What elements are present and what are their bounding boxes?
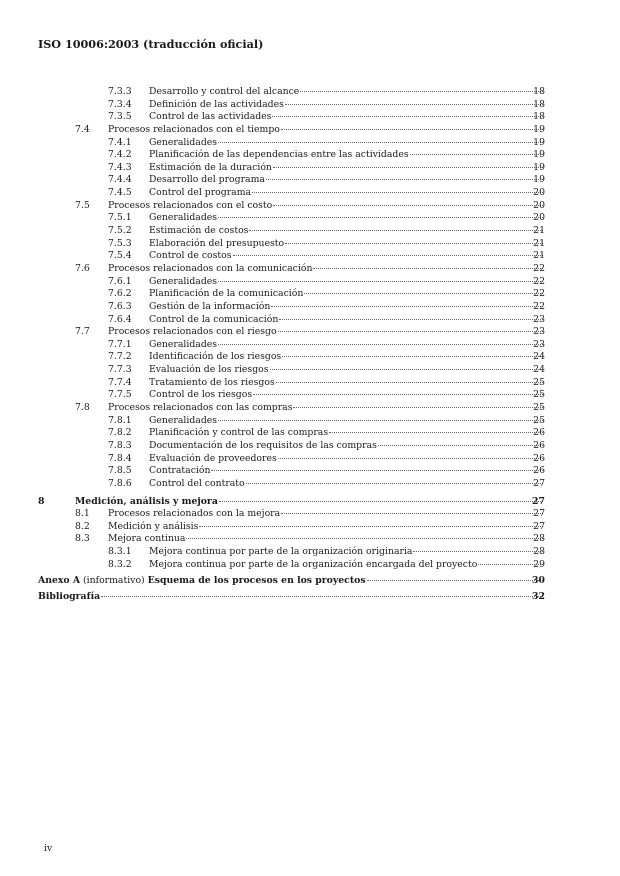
toc-entry[interactable] (0, 521, 620, 534)
toc-entry-number: 7.5 (75, 199, 90, 211)
toc-entry-number: 7.8.2 (108, 427, 132, 439)
toc-entry-page: 28 (533, 533, 545, 545)
toc-entry-title-label: Anexo A (38, 574, 81, 586)
toc-entry-title: Medición y análisis (108, 520, 199, 532)
toc-entry-number: 7.8.1 (108, 414, 132, 426)
toc-entry-page: 19 (533, 136, 545, 148)
toc-entry-title: Definición de las actividades (149, 98, 284, 110)
toc-entry-page: 22 (533, 300, 545, 312)
toc-entry-title: Evaluación de los riesgos (149, 364, 269, 376)
toc-entry[interactable] (0, 137, 620, 150)
dot-leader (278, 331, 543, 332)
toc-entry-title: Planificación y control de las compras (149, 427, 329, 439)
toc-entry-title: Estimación de la duración (149, 161, 272, 173)
toc-entry-title: Gestión de la información (149, 300, 271, 312)
toc-entry-title: Tratamiento de los riesgos (149, 376, 275, 388)
table-of-contents (0, 86, 620, 604)
toc-entry-number: 7.7.4 (108, 376, 132, 388)
toc-entry-page: 23 (533, 313, 545, 325)
toc-entry-page: 19 (533, 174, 545, 186)
toc-entry-title: Control del programa (149, 187, 252, 199)
toc-entry-page: 27 (533, 520, 545, 532)
toc-entry[interactable] (0, 339, 620, 352)
toc-entry[interactable] (0, 301, 620, 314)
dot-leader (293, 407, 543, 408)
toc-entry-page: 23 (533, 326, 545, 338)
toc-entry-title: Elaboración del presupuesto (149, 237, 285, 249)
dot-leader (313, 268, 543, 269)
toc-entry-number: 7.4 (75, 123, 90, 135)
toc-entry-title: Mejora continua por parte de la organización originaria (149, 546, 413, 558)
toc-entry-number: 7.8 (75, 402, 90, 414)
toc-entry[interactable] (0, 200, 620, 213)
dot-leader (246, 483, 543, 484)
toc-entry-title-note: (informativo) (80, 574, 148, 586)
dot-leader (249, 230, 543, 231)
toc-entry-number: 7.8.4 (108, 452, 132, 464)
toc-entry-page: 24 (533, 351, 545, 363)
toc-entry-title: Planificación de la comunicación (149, 288, 304, 300)
toc-entry-number: 7.8.5 (108, 465, 132, 477)
dot-leader (285, 243, 543, 244)
toc-entry-page: 26 (533, 465, 545, 477)
toc-entry[interactable] (0, 288, 620, 301)
toc-entry-title (38, 591, 100, 604)
dot-leader (300, 91, 543, 92)
toc-entry-title: Desarrollo del programa (149, 174, 265, 186)
toc-entry-page: 25 (533, 389, 545, 401)
toc-entry-number: 8.3 (75, 533, 90, 545)
toc-entry-number: 7.7.3 (108, 364, 132, 376)
toc-entry[interactable] (0, 377, 620, 390)
toc-entry-number: 7.4.1 (108, 136, 132, 148)
toc-entry[interactable] (0, 238, 620, 251)
toc-entry-number: 7.4.4 (108, 174, 132, 186)
toc-entry-number: 7.5.2 (108, 225, 132, 237)
toc-entry-number: 7.3.4 (108, 98, 132, 110)
toc-entry[interactable] (0, 478, 620, 491)
toc-entry-title: Procesos relacionados con el tiempo (108, 123, 280, 135)
toc-entry-page: 22 (533, 275, 545, 287)
toc-entry-number: 8 (38, 495, 45, 507)
dot-leader (281, 513, 543, 514)
toc-entry[interactable] (0, 149, 620, 162)
toc-entry-title: Planificación de las dependencias entre las actividades (149, 149, 409, 161)
toc-entry-number: 7.6.2 (108, 288, 132, 300)
dot-leader (233, 255, 544, 256)
toc-entry[interactable] (0, 225, 620, 238)
toc-entry[interactable] (0, 427, 620, 440)
toc-entry[interactable] (0, 250, 620, 263)
dot-leader (266, 179, 543, 180)
toc-entry-page: 20 (533, 187, 545, 199)
toc-entry-title: Contratación (149, 465, 211, 477)
toc-entry-page: 19 (533, 123, 545, 135)
toc-entry-title: Generalidades (149, 136, 218, 148)
dot-leader (252, 192, 543, 193)
toc-entry[interactable] (0, 533, 620, 546)
toc-entry-title: Identificación de los riesgos (149, 351, 282, 363)
toc-entry-page: 26 (533, 439, 545, 451)
toc-entry-title: Estimación de costos (149, 225, 249, 237)
toc-entry-title: Control de la comunicación (149, 313, 279, 325)
toc-entry-title: Mejora continua (108, 533, 186, 545)
toc-entry-page: 27 (533, 477, 545, 489)
toc-entry-page: 21 (533, 225, 545, 237)
dot-leader (367, 580, 543, 581)
toc-entry-page: 25 (533, 402, 545, 414)
toc-entry-number: 7.3.3 (108, 86, 132, 97)
toc-entry-title: Control del contrato (149, 477, 245, 489)
toc-entry-page: 29 (533, 558, 545, 570)
toc-entry[interactable] (0, 351, 620, 364)
toc-entry-title: Generalidades (149, 212, 218, 224)
dot-leader (279, 319, 543, 320)
toc-entry-title: Procesos relacionados con el riesgo (108, 326, 277, 338)
toc-entry-page: 18 (533, 111, 545, 123)
dot-leader (199, 526, 543, 527)
toc-entry-number: 7.7.2 (108, 351, 132, 363)
toc-entry-number: 7.7 (75, 326, 90, 338)
toc-entry-page: 18 (533, 86, 545, 97)
dot-leader (273, 167, 543, 168)
dot-leader (281, 129, 543, 130)
dot-leader (218, 420, 543, 421)
toc-entry-title (38, 575, 366, 588)
toc-entry[interactable] (0, 174, 620, 187)
toc-entry-number: 8.3.2 (108, 558, 132, 570)
toc-entry-page: 20 (533, 212, 545, 224)
toc-entry[interactable] (0, 508, 620, 521)
dot-leader (272, 116, 543, 117)
toc-entry-number: 8.1 (75, 508, 90, 520)
toc-entry-page: 30 (532, 574, 545, 586)
dot-leader (270, 369, 543, 370)
toc-entry-page: 22 (533, 288, 545, 300)
toc-entry[interactable] (0, 263, 620, 276)
toc-entry-number: 7.3.5 (108, 111, 132, 123)
dot-leader (273, 205, 543, 206)
toc-entry-number: 7.8.6 (108, 477, 132, 489)
toc-entry[interactable] (0, 546, 620, 559)
toc-entry[interactable] (0, 465, 620, 478)
dot-leader (413, 551, 543, 552)
toc-entry[interactable] (0, 591, 620, 604)
toc-entry-page: 21 (533, 250, 545, 262)
toc-entry-title: Procesos relacionados con las compras (108, 402, 293, 414)
toc-entry-title: Control de los riesgos (149, 389, 253, 401)
toc-entry[interactable] (0, 86, 620, 99)
toc-entry-number: 7.6.3 (108, 300, 132, 312)
toc-entry-number: 7.5.4 (108, 250, 132, 262)
toc-entry-title: Procesos relacionados con el costo (108, 199, 273, 211)
toc-entry[interactable] (0, 276, 620, 289)
toc-entry-page: 27 (532, 495, 545, 507)
toc-entry[interactable] (0, 162, 620, 175)
dot-leader (271, 306, 543, 307)
toc-entry-title-main: Esquema de los procesos en los proyectos (147, 574, 366, 586)
toc-entry[interactable] (0, 389, 620, 402)
dot-leader (186, 538, 543, 539)
toc-entry[interactable] (0, 212, 620, 225)
dot-leader (218, 217, 543, 218)
toc-entry-number: 7.5.3 (108, 237, 132, 249)
dot-leader (253, 394, 543, 395)
toc-entry-page: 18 (533, 98, 545, 110)
toc-entry[interactable] (0, 575, 620, 588)
dot-leader (219, 501, 543, 502)
toc-entry[interactable] (0, 440, 620, 453)
toc-entry[interactable] (0, 326, 620, 339)
toc-entry-number: 7.6.1 (108, 275, 132, 287)
toc-entry-title: Generalidades (149, 338, 218, 350)
toc-entry-number: 8.2 (75, 520, 90, 532)
toc-entry-page: 24 (533, 364, 545, 376)
toc-entry-number: 7.4.5 (108, 187, 132, 199)
toc-entry-page: 21 (533, 237, 545, 249)
toc-entry-page: 23 (533, 338, 545, 350)
toc-entry-title-label: Bibliografía (38, 590, 101, 602)
toc-entry-number: 7.4.2 (108, 149, 132, 161)
toc-entry-number: 7.4.3 (108, 161, 132, 173)
toc-entry-page: 25 (533, 414, 545, 426)
dot-leader (329, 432, 543, 433)
toc-entry-page: 25 (533, 376, 545, 388)
toc-entry[interactable] (0, 415, 620, 428)
dot-leader (282, 356, 543, 357)
dot-leader (378, 445, 543, 446)
toc-entry[interactable] (0, 187, 620, 200)
toc-entry-title: Generalidades (149, 275, 218, 287)
dot-leader (304, 293, 543, 294)
toc-entry[interactable] (0, 111, 620, 124)
dot-leader (218, 142, 543, 143)
toc-entry-number: 7.8.3 (108, 439, 132, 451)
toc-entry-title: Generalidades (149, 414, 218, 426)
toc-entry[interactable] (0, 559, 620, 572)
dot-leader (101, 596, 543, 597)
toc-entry-page: 20 (533, 199, 545, 211)
toc-entry-title: Documentación de los requisitos de las compras (149, 439, 377, 451)
toc-entry-page: 28 (533, 546, 545, 558)
toc-entry-title: Control de las actividades (149, 111, 272, 123)
toc-entry-number: 7.5.1 (108, 212, 132, 224)
toc-entry-title: Procesos relacionados con la comunicación (108, 262, 313, 274)
toc-entry-page: 22 (533, 262, 545, 274)
toc-entry[interactable] (0, 99, 620, 112)
toc-entry[interactable] (0, 453, 620, 466)
page-number: iv (44, 843, 53, 854)
dot-leader (410, 154, 543, 155)
toc-entry-page: 26 (533, 427, 545, 439)
toc-entry-title: Mejora continua por parte de la organización encargada del proyecto (149, 558, 478, 570)
dot-leader (285, 104, 543, 105)
toc-entry-page: 27 (533, 508, 545, 520)
toc-entry-title: Evaluación de proveedores (149, 452, 277, 464)
toc-entry-page: 19 (533, 161, 545, 173)
dot-leader (218, 281, 543, 282)
toc-entry-number: 7.7.5 (108, 389, 132, 401)
toc-entry-number: 7.7.1 (108, 338, 132, 350)
toc-entry[interactable] (0, 124, 620, 137)
toc-entry-number: 8.3.1 (108, 546, 132, 558)
toc-entry-title: Control de costos (149, 250, 232, 262)
toc-entry-page: 19 (533, 149, 545, 161)
toc-entry-number: 7.6.4 (108, 313, 132, 325)
toc-entry-page: 32 (532, 590, 545, 602)
dot-leader (278, 458, 543, 459)
toc-entry-title: Desarrollo y control del alcance (149, 86, 300, 97)
toc-entry-title: Medición, análisis y mejora (75, 495, 218, 507)
dot-leader (211, 470, 543, 471)
toc-entry-title: Procesos relacionados con la mejora (108, 508, 281, 520)
toc-entry[interactable] (0, 496, 620, 509)
page-header: ISO 10006:2003 (traducción oficial) (38, 37, 264, 51)
dot-leader (276, 382, 543, 383)
dot-leader (218, 344, 543, 345)
toc-entry-number: 7.6 (75, 262, 90, 274)
toc-entry[interactable] (0, 314, 620, 327)
toc-entry[interactable] (0, 402, 620, 415)
toc-entry[interactable] (0, 364, 620, 377)
toc-entry-page: 26 (533, 452, 545, 464)
